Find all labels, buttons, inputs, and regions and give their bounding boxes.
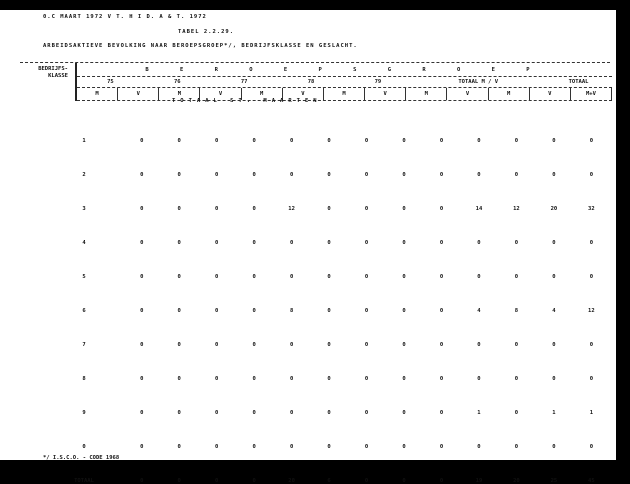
cell: 0 bbox=[140, 172, 144, 178]
table-title: ARBEIDSAKTIEVE BEVOLKING NAAR BEROEPSGROEP*/, BEDRIJFSKLASSE EN GESLACHT. bbox=[43, 43, 358, 49]
table-body bbox=[75, 110, 610, 484]
cell: 0 bbox=[252, 138, 256, 144]
row-class: 4 bbox=[82, 240, 86, 246]
table-row bbox=[75, 382, 610, 416]
cell: 0 bbox=[364, 138, 369, 144]
cell: 0 bbox=[252, 478, 256, 484]
cell: 0 bbox=[215, 240, 219, 246]
cell: 6 bbox=[327, 478, 331, 484]
cell: 4 bbox=[552, 308, 556, 314]
footnote: */ I.S.C.O. - CODE 1968 bbox=[43, 455, 120, 461]
cell: 0 bbox=[439, 138, 444, 144]
cell: 12 bbox=[288, 206, 295, 212]
table-row bbox=[75, 314, 610, 348]
cell: 0 bbox=[514, 342, 519, 348]
cell: 0 bbox=[177, 172, 181, 178]
sub-header: V bbox=[530, 88, 571, 100]
cell: 0 bbox=[140, 274, 144, 280]
sub-header: M bbox=[159, 88, 200, 100]
cell: 0 bbox=[177, 138, 181, 144]
cell: 0 bbox=[252, 342, 256, 348]
cell: 0 bbox=[552, 342, 556, 348]
table-header bbox=[20, 62, 610, 103]
cell: 0 bbox=[327, 138, 331, 144]
cell: 0 bbox=[552, 172, 556, 178]
cell: 0 bbox=[289, 376, 294, 382]
cell: 0 bbox=[252, 240, 256, 246]
cell: 0 bbox=[177, 376, 181, 382]
group-label: TOTAAL M / V bbox=[458, 79, 499, 85]
cell: 0 bbox=[439, 410, 444, 416]
group-label: 79 bbox=[374, 79, 382, 85]
cell: 0 bbox=[252, 274, 256, 280]
cell: 0 bbox=[589, 172, 594, 178]
cell: 0 bbox=[514, 138, 519, 144]
cell: 0 bbox=[514, 172, 519, 178]
cell: 0 bbox=[514, 274, 519, 280]
cell: 0 bbox=[140, 240, 144, 246]
cell: 12 bbox=[588, 308, 595, 314]
sub-header: V bbox=[447, 88, 488, 100]
sub-header: V bbox=[283, 88, 324, 100]
cell: 0 bbox=[327, 376, 331, 382]
cell: 0 bbox=[402, 274, 406, 280]
cell: 0 bbox=[140, 138, 144, 144]
cell: 0 bbox=[364, 410, 369, 416]
cell: 0 bbox=[439, 172, 444, 178]
cell: 0 bbox=[140, 410, 144, 416]
cell: 0 bbox=[589, 138, 594, 144]
sub-header: V bbox=[118, 88, 159, 100]
cell: 0 bbox=[327, 240, 331, 246]
cell: 0 bbox=[439, 478, 444, 484]
cell: 0 bbox=[589, 274, 594, 280]
cell: 0 bbox=[177, 478, 181, 484]
row-class: 3 bbox=[82, 206, 86, 212]
cell: 0 bbox=[289, 138, 294, 144]
cell: 0 bbox=[439, 342, 444, 348]
cell: 0 bbox=[589, 240, 594, 246]
cell: 0 bbox=[140, 308, 144, 314]
cell: 0 bbox=[364, 274, 369, 280]
cell: 0 bbox=[215, 444, 219, 450]
cell: 0 bbox=[439, 274, 444, 280]
cell: 0 bbox=[327, 274, 331, 280]
cell: 8 bbox=[514, 308, 519, 314]
cell: 0 bbox=[177, 240, 181, 246]
sub-header: V bbox=[200, 88, 241, 100]
cell: 0 bbox=[477, 172, 481, 178]
table-number: TABEL 2.2.29. bbox=[178, 29, 235, 35]
group-label: TOTAAL bbox=[568, 79, 589, 85]
cell: 0 bbox=[215, 138, 219, 144]
cell: 0 bbox=[252, 308, 256, 314]
cell: 0 bbox=[402, 478, 406, 484]
cell: 0 bbox=[402, 240, 406, 246]
cell: 0 bbox=[477, 138, 481, 144]
cell: 0 bbox=[252, 376, 256, 382]
cell: 0 bbox=[289, 172, 294, 178]
cell: 0 bbox=[215, 410, 219, 416]
table-row bbox=[75, 416, 610, 450]
cell: 0 bbox=[402, 172, 406, 178]
cell: 0 bbox=[439, 444, 444, 450]
cell: 0 bbox=[552, 138, 556, 144]
cell: 0 bbox=[327, 444, 331, 450]
cell: 4 bbox=[477, 308, 481, 314]
cell: 0 bbox=[140, 478, 144, 484]
cell: 0 bbox=[552, 274, 556, 280]
table-row bbox=[75, 348, 610, 382]
row-class: 0 bbox=[82, 444, 86, 450]
section-title: TOTAAL ST. MAARTEN bbox=[172, 98, 322, 104]
cell: 0 bbox=[514, 410, 519, 416]
cell: 0 bbox=[289, 444, 294, 450]
cell: 0 bbox=[215, 342, 219, 348]
cell: 12 bbox=[513, 206, 520, 212]
cell: 0 bbox=[289, 342, 294, 348]
row-class: 1 bbox=[82, 138, 86, 144]
cell: 0 bbox=[364, 376, 369, 382]
document-page bbox=[0, 10, 616, 484]
cell: 1 bbox=[477, 410, 481, 416]
cell: 20 bbox=[550, 206, 558, 212]
cell: 0 bbox=[589, 342, 594, 348]
sub-header: M bbox=[324, 88, 365, 100]
cell: 0 bbox=[289, 274, 294, 280]
cell: 0 bbox=[177, 274, 181, 280]
cell: 0 bbox=[215, 478, 219, 484]
cell: 0 bbox=[327, 206, 331, 212]
cell: 8 bbox=[289, 308, 294, 314]
cell: 1 bbox=[589, 410, 594, 416]
cell: 20 bbox=[513, 478, 520, 484]
cell: 0 bbox=[252, 206, 256, 212]
cell: 0 bbox=[215, 206, 219, 212]
cell: 0 bbox=[140, 342, 144, 348]
cell: 0 bbox=[177, 444, 181, 450]
cell: 0 bbox=[402, 206, 406, 212]
cell: 0 bbox=[402, 410, 406, 416]
cell: 25 bbox=[550, 478, 558, 484]
table-row bbox=[75, 144, 610, 178]
cell: 0 bbox=[589, 444, 594, 450]
cell: 0 bbox=[552, 444, 556, 450]
row-class: 6 bbox=[82, 308, 86, 314]
sub-header: V bbox=[365, 88, 406, 100]
row-class: 9 bbox=[82, 410, 86, 416]
cell: 0 bbox=[514, 240, 519, 246]
row-class: 2 bbox=[82, 172, 86, 178]
table-row bbox=[75, 178, 610, 212]
cell: 0 bbox=[402, 342, 406, 348]
cell: 20 bbox=[288, 478, 295, 484]
cell: 45 bbox=[588, 478, 595, 484]
group-header: B E R O E P S G R O E P bbox=[145, 67, 544, 73]
cell: 0 bbox=[215, 274, 219, 280]
cell: 0 bbox=[177, 308, 181, 314]
cell: 0 bbox=[402, 376, 406, 382]
cell: 0 bbox=[477, 274, 481, 280]
cell: 1 bbox=[552, 410, 556, 416]
cell: 0 bbox=[364, 240, 369, 246]
cell: 0 bbox=[140, 376, 144, 382]
table-row bbox=[75, 450, 610, 484]
cell: 0 bbox=[439, 206, 444, 212]
group-label: 77 bbox=[240, 79, 248, 85]
cell: 0 bbox=[252, 444, 256, 450]
cell: 0 bbox=[177, 342, 181, 348]
cell: 0 bbox=[215, 376, 219, 382]
cell: 0 bbox=[364, 342, 369, 348]
cell: 0 bbox=[215, 308, 219, 314]
group-label: 76 bbox=[174, 79, 181, 85]
cell: 0 bbox=[364, 308, 369, 314]
cell: 0 bbox=[364, 444, 369, 450]
sub-header: M bbox=[242, 88, 283, 100]
cell: 0 bbox=[439, 376, 444, 382]
cell: 0 bbox=[177, 410, 181, 416]
group-label: 78 bbox=[307, 79, 315, 85]
cell: 0 bbox=[327, 308, 331, 314]
class-header: BEDRIJFS- KLASSE bbox=[38, 66, 68, 79]
cell: 0 bbox=[477, 444, 481, 450]
cell: 0 bbox=[364, 206, 369, 212]
cell: 0 bbox=[439, 308, 444, 314]
cell: 0 bbox=[252, 410, 256, 416]
cell: 0 bbox=[289, 240, 294, 246]
cell: 0 bbox=[402, 308, 406, 314]
cell: 0 bbox=[514, 376, 519, 382]
row-class: 5 bbox=[82, 274, 86, 280]
cell: 0 bbox=[477, 342, 481, 348]
cell: 0 bbox=[552, 376, 556, 382]
cell: 14 bbox=[475, 206, 483, 212]
table-row bbox=[75, 110, 610, 144]
cell: 0 bbox=[327, 410, 331, 416]
cell: 0 bbox=[140, 444, 144, 450]
group-label: 75 bbox=[107, 79, 114, 85]
sub-header: M bbox=[489, 88, 530, 100]
row-class: TOTAAL bbox=[74, 478, 94, 484]
cell: 0 bbox=[289, 410, 294, 416]
cell: 0 bbox=[364, 172, 369, 178]
table-row bbox=[75, 212, 610, 246]
cell: 0 bbox=[252, 172, 256, 178]
cell: 0 bbox=[327, 172, 331, 178]
sub-header: M bbox=[77, 88, 118, 100]
table-row bbox=[75, 246, 610, 280]
cell: 0 bbox=[177, 206, 181, 212]
cell: 0 bbox=[402, 138, 406, 144]
cell: 0 bbox=[327, 342, 331, 348]
cell: 0 bbox=[477, 376, 481, 382]
cell: 0 bbox=[215, 172, 219, 178]
cell: 0 bbox=[514, 444, 519, 450]
cell: 0 bbox=[589, 376, 594, 382]
cell: 32 bbox=[588, 206, 595, 212]
row-class: 7 bbox=[82, 342, 86, 348]
cell: 0 bbox=[477, 240, 481, 246]
cell: 0 bbox=[552, 240, 556, 246]
row-class: 8 bbox=[82, 376, 86, 382]
sub-header: M+V bbox=[571, 88, 612, 100]
page-header: 0.C MAART 1972 V T. H I D. A & T. 1972 bbox=[43, 14, 207, 20]
sub-header: M bbox=[406, 88, 447, 100]
cell: 19 bbox=[475, 478, 483, 484]
cell: 0 bbox=[364, 478, 369, 484]
cell: 0 bbox=[402, 444, 406, 450]
table-row bbox=[75, 280, 610, 314]
cell: 0 bbox=[439, 240, 444, 246]
cell: 0 bbox=[140, 206, 144, 212]
